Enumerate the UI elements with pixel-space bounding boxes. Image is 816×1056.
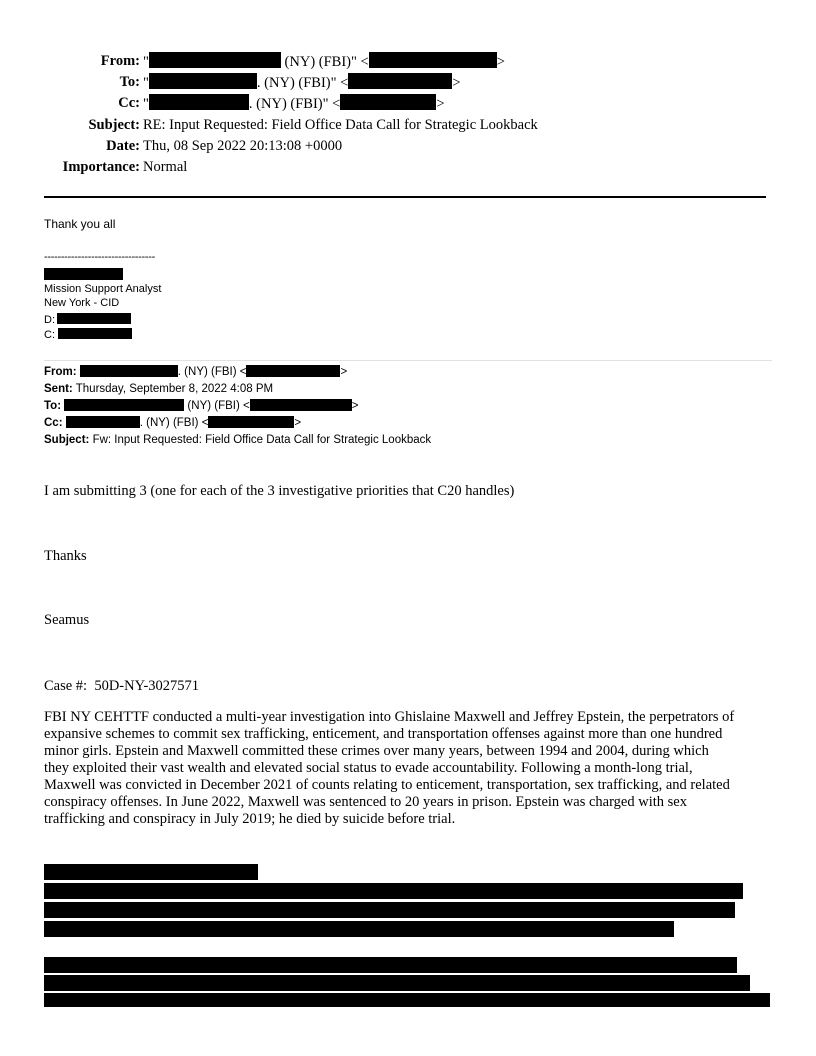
header-to-org: . (NY) (FBI)" <: [256, 75, 349, 91]
fwd-to-label: To:: [44, 400, 62, 412]
fwd-sent-value: Thursday, September 8, 2022 4:08 PM: [75, 383, 274, 395]
message-sender-name: Seamus: [44, 612, 90, 628]
signature-separator: ---------------------------------: [44, 251, 155, 263]
forward-divider: [44, 360, 772, 361]
fwd-cc-org: . (NY) (FBI) <: [139, 417, 209, 429]
angle-close: >: [452, 75, 461, 91]
angle-close: >: [351, 400, 359, 412]
redacted-text-line: [44, 902, 735, 918]
redaction-block: [348, 73, 452, 89]
paragraph-line: Maxwell was convicted in December 2021 of counts relating to enticement, transportation, sex trafficking, and related: [44, 777, 730, 793]
signature-office: New York - CID: [44, 297, 120, 309]
paragraph-line: FBI NY CEHTTF conducted a multi-year investigation into Ghislaine Maxwell and Jeffrey Epstein, the perpetrators of: [44, 709, 735, 725]
header-cc-org: . (NY) (FBI)" <: [248, 96, 341, 112]
header-date-label: Date:: [106, 138, 140, 154]
redacted-text-line: [44, 993, 770, 1007]
paragraph-line: expansive schemes to commit sex trafficking, enticement, and transportation offenses against more than one hundred: [44, 726, 723, 742]
redaction-block: [149, 94, 249, 110]
fwd-subject-label: Subject:: [44, 434, 90, 446]
fwd-cc-row: [44, 415, 431, 432]
header-to-label: To:: [119, 74, 140, 90]
fwd-subject-value: Fw: Input Requested: Field Office Data Call for Strategic Lookback: [92, 434, 432, 446]
redacted-text-line: [44, 975, 750, 991]
fwd-sent-label: Sent:: [44, 383, 73, 395]
quote-mark: ": [143, 75, 149, 91]
header-from-org: (NY) (FBI)" <: [280, 54, 369, 70]
fwd-sent-row: [44, 381, 431, 398]
header-to-value: [143, 73, 461, 92]
header-importance-value: Normal: [143, 159, 188, 175]
angle-close: >: [294, 417, 302, 429]
redaction-block: [66, 416, 140, 428]
redacted-case-heading: [44, 864, 258, 880]
fwd-to-row: [44, 398, 431, 415]
case-number: Case #: 50D-NY-3027571: [44, 678, 200, 694]
paragraph-line: conspiracy offenses. In June 2022, Maxwell was sentenced to 20 years in prison. Epstein was charged with sex: [44, 794, 687, 810]
cell-phone-label: C:: [44, 329, 55, 341]
redaction-block: [149, 73, 257, 89]
fwd-to-org: (NY) (FBI) <: [184, 400, 250, 412]
header-date-value: Thu, 08 Sep 2022 20:13:08 +0000: [143, 138, 343, 154]
header-importance-label: Importance:: [62, 159, 140, 175]
desk-phone-label: D:: [44, 314, 55, 326]
reply-greeting: Thank you all: [44, 217, 116, 231]
header-from-value: [143, 52, 505, 71]
case-summary-paragraph: [44, 709, 734, 828]
paragraph-line: trafficking and conspiracy in July 2019; he died by suicide before trial.: [44, 811, 456, 827]
quote-mark: ": [143, 96, 149, 112]
paragraph-line: they exploited their vast wealth and elevated social status to evade accountability. Following a month-long trial,: [44, 760, 693, 776]
angle-close: >: [340, 366, 348, 378]
quote-mark: ": [143, 54, 149, 70]
angle-close: >: [496, 54, 505, 70]
redaction-block: [340, 94, 436, 110]
header-subject-value: RE: Input Requested: Field Office Data Call for Strategic Lookback: [143, 117, 538, 133]
fwd-from-label: From:: [44, 366, 77, 378]
redaction-block: [208, 416, 294, 428]
redacted-text-line: [44, 957, 737, 973]
fwd-subject-row: [44, 432, 431, 449]
redaction-block: [80, 365, 178, 377]
header-subject-label: Subject:: [88, 117, 140, 133]
redaction-block: [250, 399, 352, 411]
fwd-cc-label: Cc:: [44, 417, 63, 429]
redaction-block: [64, 399, 184, 411]
signature-desk-phone: [44, 313, 131, 328]
fwd-from-row: [44, 364, 431, 381]
signature-title: Mission Support Analyst: [44, 283, 162, 295]
header-cc-value: [143, 94, 445, 113]
forwarded-header: [44, 364, 431, 449]
angle-close: >: [436, 96, 445, 112]
redaction-block: [57, 313, 131, 324]
header-from-label: From:: [100, 53, 140, 69]
redaction-block: [369, 52, 497, 68]
signature-cell-phone: [44, 328, 132, 343]
header-cc-label: Cc:: [118, 95, 140, 111]
redaction-block: [58, 328, 132, 339]
paragraph-line: minor girls. Epstein and Maxwell committed these crimes over many years, between 1994 and 2004, during which: [44, 743, 709, 759]
message-thanks: Thanks: [44, 548, 87, 564]
header-divider: [44, 196, 766, 198]
redaction-block: [149, 52, 281, 68]
fwd-from-org: . (NY) (FBI) <: [177, 366, 247, 378]
message-intro: I am submitting 3 (one for each of the 3 investigative priorities that C20 handles): [44, 483, 515, 499]
signature-name-redaction: [44, 268, 123, 280]
redaction-block: [246, 365, 340, 377]
redacted-text-line: [44, 883, 743, 899]
redacted-text-line: [44, 921, 674, 937]
